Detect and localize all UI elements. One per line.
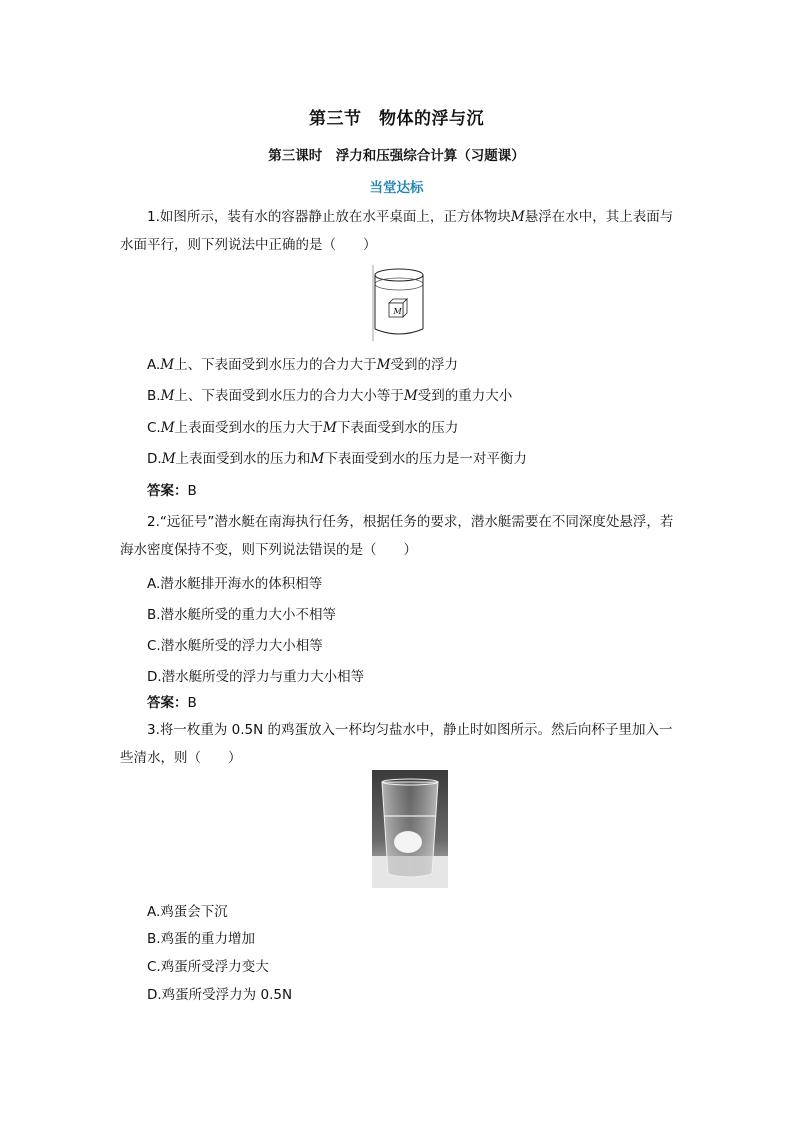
q1-opt-b-m1: M [160, 388, 175, 404]
q1-opt-b-text1: 上、下表面受到水压力的合力大小等于 [174, 388, 404, 404]
q1-opt-a-prefix: A. [147, 357, 161, 373]
q1-option-a [147, 353, 458, 373]
q2-answer-label: 答案： [147, 695, 188, 711]
q3-option-c: C.鸡蛋所受浮力变大 [147, 959, 269, 975]
question-1-stem [120, 203, 680, 259]
egg-glass-photo [372, 770, 448, 888]
q1-opt-b-m2: M [403, 388, 418, 404]
q2-option-a: A.潜水艇排开海水的体积相等 [147, 576, 323, 592]
q1-opt-c-m1: M [160, 420, 175, 436]
q2-answer [147, 691, 197, 711]
q1-opt-a-text1: 上、下表面受到水压力的合力大于 [174, 357, 377, 373]
q2-answer-value: B [187, 695, 197, 711]
q1-opt-d-text2: 下表面受到水的压力是一对平衡力 [324, 451, 527, 467]
q1-option-b [147, 384, 512, 404]
q1-opt-b-text2: 受到的重力大小 [417, 388, 513, 404]
q3-option-d: D.鸡蛋所受浮力为 0.5N [147, 987, 293, 1003]
q1-opt-a-m2: M [376, 357, 391, 373]
question-3-stem: 3.将一枚重为 0.5N 的鸡蛋放入一杯均匀盐水中，静止时如图所示。然后向杯子里加入一些清水，则（ ） [120, 722, 673, 766]
section-heading: 当堂达标 [369, 180, 424, 196]
q2-option-c: C.潜水艇所受的浮力大小相等 [147, 638, 323, 654]
block-m-label: M [393, 307, 402, 316]
q1-option-c [147, 416, 458, 436]
q1-opt-a-text2: 受到的浮力 [390, 357, 458, 373]
q1-opt-c-text1: 上表面受到水的压力大于 [174, 420, 324, 436]
q1-answer-label: 答案： [147, 483, 188, 499]
q1-opt-b-prefix: B. [147, 388, 161, 404]
q3-option-a: A.鸡蛋会下沉 [147, 904, 228, 920]
q1-opt-a-m1: M [160, 357, 175, 373]
q2-option-b: B.潜水艇所受的重力大小不相等 [147, 607, 337, 623]
q1-answer [147, 479, 197, 499]
q3-option-b: B.鸡蛋的重力增加 [147, 931, 256, 947]
q1-answer-value: B [187, 483, 197, 499]
q1-opt-c-prefix: C. [147, 420, 161, 436]
q1-stem-part-a: 1.如图所示，装有水的容器静止放在水平桌面上，正方体物块 [147, 209, 511, 225]
page-title: 第三节 物体的浮与沉 [309, 109, 484, 129]
q1-stem-m: M [510, 209, 525, 225]
q1-option-d [147, 447, 527, 467]
q1-opt-d-prefix: D. [147, 451, 162, 467]
q2-option-d: D.潜水艇所受的浮力与重力大小相等 [147, 669, 365, 685]
q1-stem-part-b: 悬浮在水中，其上表面与水面平行，则下列说法中正确的是（ ） [120, 209, 674, 253]
question-2-stem: 2.“远征号”潜水艇在南海执行任务，根据任务的要求，潜水艇需要在不同深度处悬浮，若海水密度保持不变，则下列说法错误的是（ ） [120, 514, 674, 558]
container-figure [369, 265, 429, 341]
q1-opt-d-m2: M [310, 451, 325, 467]
q1-opt-d-text1: 上表面受到水的压力和 [175, 451, 311, 467]
q1-opt-c-text2: 下表面受到水的压力 [336, 420, 459, 436]
q1-opt-d-m1: M [161, 451, 176, 467]
page-subtitle: 第三课时 浮力和压强综合计算（习题课） [268, 148, 525, 164]
q1-opt-c-m2: M [323, 420, 337, 436]
